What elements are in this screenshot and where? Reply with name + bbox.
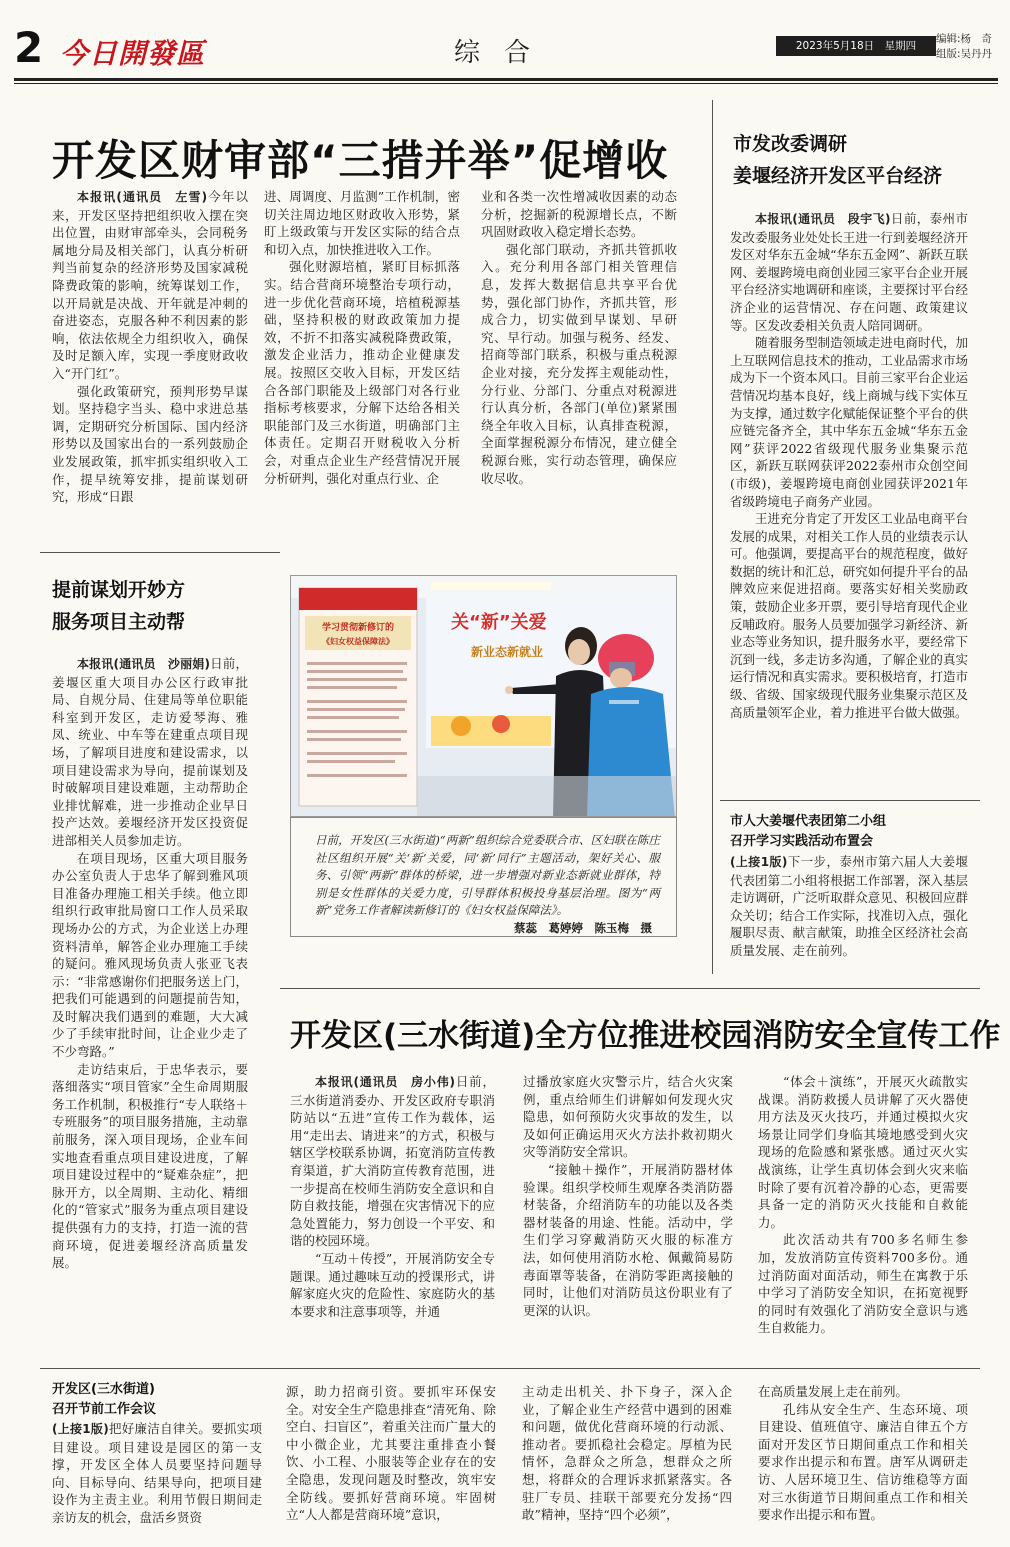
bottom-col4a-text: 在高质量发展上走在前列。 <box>758 1384 909 1399</box>
fire-headline: 开发区(三水街道)全方位推进校园消防安全宣传工作 <box>290 1018 1001 1054</box>
board-title-text: 学习贯彻新修订的 <box>321 623 395 633</box>
page-number: 2 <box>14 23 44 72</box>
fire-byline: 本报讯(通讯员 房小伟) <box>315 1075 456 1089</box>
photo-caption <box>290 817 677 937</box>
bottom-article-rule <box>40 1368 980 1369</box>
bottom-col2-text: 源，助力招商引资。要抓牢环保安全。对安全生产隐患排查“清死角、除空白、扫盲区”，着重关注而广量大的中小微企业，尤其要注重排查小餐饮、小工程、小服装等企业存在的安全隐患，发现问题及时整改，筑牢安全防线。要抓好营商环境。牢固树立“人人都是营商环境”意识， <box>286 1384 496 1523</box>
main-article-col3 <box>481 188 677 528</box>
paper-name-logo: 今日開發區 <box>60 37 206 70</box>
fire-article-top-rule <box>280 988 980 989</box>
bottom-continued-tag: (上接1版) <box>52 1422 109 1436</box>
bottom-headline-line1: 开发区(三水街道) <box>52 1382 155 1397</box>
fire-article-col2 <box>523 1073 733 1345</box>
left-p3: 走访结束后，于忠华表示，要落细落实“项目管家”全生命周期服务工作机制，积极推行“专人联络＋专班服务”的项目服务措施，主动靠前服务，深入项目现场，企业车间实地查看重点项目建设进度，了解项目建设过程中的“疑难杂症”，把脉开方，以全周期、主动化、精细化的“管家式”服务为重点项目建设提供强有力的支持，打造一流的营商环境，促进姜堰经济高质量发展。 <box>52 1061 248 1271</box>
section-title: 综合 <box>454 38 555 68</box>
npc-text: 下一步，泰州市第六届人大姜堰代表团第二小组将根据工作部署，深入基层走访调研，广泛听取群众意见、积极回应群众关切；结合工作实际，找准切入点，强化履职尽责、献言献策，助推全区经济社会高质量发展、走在前列。 <box>730 854 968 958</box>
caption-text: 日前，开发区(三水街道)“两新”组织综合党委联合市、区妇联在陈庄社区组织开展“关‘新’关爱，同‘新’同行”主题活动，架好关心、服务、引领“两新”群体的桥梁，进一步增强对新业态新就业群体，特别是女性群体的关爱力度，引导群体积极投身基层治理。图为“两新”党务工作者解读新修订的《妇女权益保障法》。 <box>315 833 660 917</box>
right-article-body <box>730 210 968 788</box>
main-col3b-text: 强化部门联动，齐抓共管抓收入。充分利用各部门相关管理信息，发挥大数据信息共享平台优势，强化部门协作，齐抓共管，形成合力，切实做到早谋划、早研究、早行动。加强与税务、经发、招商等部门联系，积极与重点税源企业对接，充分发挥主观能动性，分行业、分部门、分重点对税源进行认真分析，各部门(单位)紧紧围绕全年收入目标，认真排查税源，全面掌握税源分布情况，建立健全税源台账，实行动态管理，确保应收尽收。 <box>481 241 677 486</box>
right-headline-line2: 姜堰经济开发区平台经济 <box>733 165 943 187</box>
column-rule <box>712 100 713 974</box>
bottom-article-col1 <box>52 1420 262 1532</box>
left-p1: 日前，姜堰区重大项目办公区行政审批局、自规分局、住建局等单位职能科室到开发区，走访爱琴海、雅凤、统业、中车等在建重点项目现场，了解项目进度和建设需求，以项目建设需求为导向，提前谋划及时破解项目建设难题，主动帮助企业排忧解难，进一步推动企业早日投产达效。姜堰经济开发区投资促进部相关人员参加走访。 <box>52 656 248 848</box>
bottom-col4b-text: 孔纬从安全生产、生态环境、项目建设、值班值守、廉洁自律五个方面对开发区节日期间重点工作和相关要求作出提示和布置。唐军从调研走访、人居环境卫生、信访维稳等方面对三水街道节日期间重点工作和相关要求作出提示和布置。 <box>758 1401 968 1523</box>
main-headline: 开发区财审部“三措并举”促增收 <box>52 136 669 185</box>
npc-article-body <box>730 853 968 963</box>
main-article-col2 <box>264 188 460 528</box>
main-col2-text: 进、周调度、月监测”工作机制，密切关注周边地区财政收入形势，紧盯上级政策与开发区实际的结合点和切入点，加快推进收入工作。 <box>264 189 460 257</box>
right-p3: 王进充分肯定了开发区工业品电商平台发展的成果，对相关工作人员的业绩表示认可。他强调，要提高平台的规范程度，做好数据的统计和汇总，研究如何提升平台的品牌效应来促进招商。要落实好相关奖励政策，鼓励企业多开票，要引导培育现代企业反哺政府。服务人员要加强学习新经济、新业态等业务知识，提升服务水平，要经常下沉到一线，多走访多沟通，了解企业的真实运行情况和真实需求。要积极培育，打造市级、省级、国家级现代服务业集聚示范区及高质量领军企业，着力推进平台做大做强。 <box>730 511 968 720</box>
bottom-headline <box>52 1380 262 1420</box>
photo-credit: 蔡蕊 葛婷婷 陈玉梅 摄 <box>514 920 652 935</box>
fire-article-col1 <box>290 1073 495 1345</box>
left-headline-line1: 提前谋划开妙方 <box>52 579 186 601</box>
left-p2: 在项目现场，区重大项目服务办公室负责人于忠华了解到雅风项目准备办理施工相关手续。他立即组织行政审批局窗口工作人员采取现场办公的方式，为企业送上办理资料清单，解答企业办理施工手续的疑问。雅风现场负责人张亚飞表示：“非常感谢你们把服务送上门，把我们可能遇到的问题提前告知，及时解决我们遇到的难题，大大减少了手续审批时间，让企业少走了不少弯路。” <box>52 850 248 1060</box>
fire-article-col3 <box>758 1073 968 1345</box>
bottom-col3-text: 主动走出机关、扑下身子，深入企业，了解企业生产经营中遇到的困难和问题，做优化营商环境的行动派、推动者。要抓稳社会稳定。厚植为民情怀，急群众之所急，想群众之所想，将群众的合理诉求抓紧落实。各驻厂专员、挂联干部要充分发扬“四敢”精神，坚持“四个必须”， <box>522 1384 732 1523</box>
editor-name: 编辑:杨 奇 <box>936 33 993 45</box>
left-article-divider <box>40 552 280 553</box>
fire-col1b-text: “互动＋传授”，开展消防安全专题课。通过趣味互动的授课形式，讲解家庭火灾的危险性、家庭防火的基本要求和注意事项等，并通 <box>290 1250 495 1319</box>
masthead <box>14 22 998 78</box>
main-byline: 本报讯(通讯员 左雪) <box>77 190 208 204</box>
bottom-headline-line2: 召开节前工作会议 <box>52 1402 157 1417</box>
bottom-col1-text: 把好廉洁自律关。要抓实项目建设。项目建设是园区的第一支撑，开发区全体人员要坚持问题导向、目标导向、结果导向，把项目建设作为主责主业。利用节假日期间走亲访友的机会，盘活乡贤资 <box>52 1421 262 1525</box>
bottom-article-col4 <box>758 1383 968 1533</box>
layout-editor-name: 组版:吴丹丹 <box>936 48 993 60</box>
bottom-article-col3 <box>522 1383 732 1533</box>
npc-headline-line2: 召开学习实践活动布置会 <box>730 834 874 849</box>
masthead-rule-thin <box>14 83 998 84</box>
fire-col2-text: 过播放家庭火灾警示片，结合火灾案例，重点给师生们讲解如何发现火灾隐患，如何预防火灾事故的发生，以及如何正确运用灭火方法扑救初期火灾等消防安全常识。 <box>523 1074 733 1160</box>
right-headline-line1: 市发改委调研 <box>733 133 848 155</box>
news-photo <box>290 575 677 817</box>
right-headline <box>733 128 993 192</box>
board-subtitle-text: 《妇女权益保障法》 <box>322 637 394 646</box>
issue-date: 2023年5月18日 星期四 <box>776 36 936 56</box>
main-article-col1 <box>52 188 248 528</box>
right-p1: 日前，泰州市发改委服务业处处长王进一行到姜堰经济开发区对华东五金城“华东五金网”、新跃互联网、姜堰跨境电商创业园三家平台企业开展平台经济实地调研和座谈，主要探讨平台经济企业的运营情况、存在问题、政策建议等。区发改委相关负责人陪同调研。 <box>730 211 968 333</box>
npc-headline-line1: 市人大姜堰代表团第二小组 <box>730 814 887 829</box>
right-article-divider <box>720 800 980 801</box>
main-col1-text: 今年以来，开发区坚持把组织收入摆在突出位置，由财审部牵头，会同税务属地分局及相关部门，认真分析研判当前复杂的经济形势及国家减税降费政策的影响，统筹谋划工作，以开局就是决战、开年就是冲刺的奋进姿态，克服各种不利因素的影响，依法依规全力组织收入，确保及时足额入库，实现一季度财政收入“开门红”。 <box>52 189 248 381</box>
editor-credits <box>936 32 992 62</box>
photo-illustration <box>291 576 677 817</box>
right-p2: 随着服务型制造领域走进电商时代，加上互联网信息技术的推动，工业品需求市场成为下一个资本风口。目前三家平台企业运营情况均基本良好，线上商城与线下实体互为支撑，通过数字化赋能保证整个平台的供应链完备齐全，其中华东五金城“华东五金网”获评2022省级现代服务业集聚示范区，新跃互联网获评2022泰州市众创空间(市级)，姜堰跨境电商创业园获评2021年省级跨境电子商务产业园。 <box>730 335 968 509</box>
fire-col1-text: 日前，三水街道消委办、开发区政府专职消防站以“五进”宣传工作为载体，运用“走出去、请进来”的方式，积极与辖区学校联系协调，拓宽消防宣传教育渠道，扩大消防宣传教育范围，进一步提高在校师生消防安全意识和自防自救技能，增强在灾害情况下的应急处置能力，努力创设一个平安、和谐的校园环境。 <box>290 1074 495 1249</box>
npc-headline <box>730 812 980 852</box>
right-byline: 本报讯(通讯员 段宇飞) <box>755 212 891 226</box>
left-headline <box>52 574 272 638</box>
main-col3-text: 业和各类一次性增减收因素的动态分析，挖掘新的税源增长点，不断巩固财政收入稳定增长态势。 <box>481 189 677 240</box>
left-article-body <box>52 655 248 1335</box>
bottom-article-col2 <box>286 1383 496 1533</box>
npc-continued-tag: (上接1版) <box>730 855 788 869</box>
fire-col2b-text: “接触＋操作”，开展消防器材体验课。组织学校师生观摩各类消防器材装备，介绍消防车的功能以及各类器材装备的用途、性能。活动中，学生们学习穿戴消防灭火服的标准方法，如何使用消防水枪、佩戴简易防毒面罩等装备，在消防零距离接触的同时，让他们对消防员这份职业有了更深的认识。 <box>523 1161 733 1318</box>
left-headline-line2: 服务项目主动帮 <box>52 611 186 633</box>
fire-col3b-text: 此次活动共有700多名师生参加，发放消防宣传资料700多份。通过消防面对面活动，师生在寓教于乐中学习了消防安全知识，在拓宽视野的同时有效强化了消防安全意识与逃生自救能力。 <box>758 1232 968 1336</box>
banner-text-a: 关“新”关爱 <box>451 612 547 633</box>
main-col1b-text: 强化政策研究，预判形势早谋划。坚持稳字当头、稳中求进总基调，定期研究分析国际、国内经济形势以及国家出台的一系列鼓励企业发展政策，抓牢抓实组织收入工作，提早统筹安排，提前谋划研究，形成“日跟 <box>52 383 248 505</box>
left-byline: 本报讯(通讯员 沙丽娟) <box>77 657 210 671</box>
masthead-rule <box>14 78 998 81</box>
fire-col3-text: “体会＋演练”，开展灭火疏散实战课。消防救援人员讲解了灭火器使用方法及灭火技巧，并通过模拟火灾场景让同学们身临其境地感受到火灾现场的危险感和紧张感。通过灭火实战演练，让学生真切体会到火灾来临时除了要有沉着冷静的心态，更需要具备一定的消防灭火技能和自救能力。 <box>758 1074 968 1230</box>
banner-text-b: 新业态新就业 <box>471 645 544 659</box>
main-col2b-text: 强化财源培植，紧盯目标抓落实。结合营商环境整治专项行动，进一步优化营商环境，培植税源基础，坚持积极的财政政策加力提效，不折不扣落实减税降费政策，激发企业活力，推动企业健康发展。按照区交收入目标，开发区结合各部门职能及上级部门对各行业指标考核要求，分解下达给各相关职能部门及三水街道，明确部门主体责任。定期召开财税收入分析会，对重点企业生产经营情况开展分析研判，强化对重点行业、企 <box>264 259 460 486</box>
